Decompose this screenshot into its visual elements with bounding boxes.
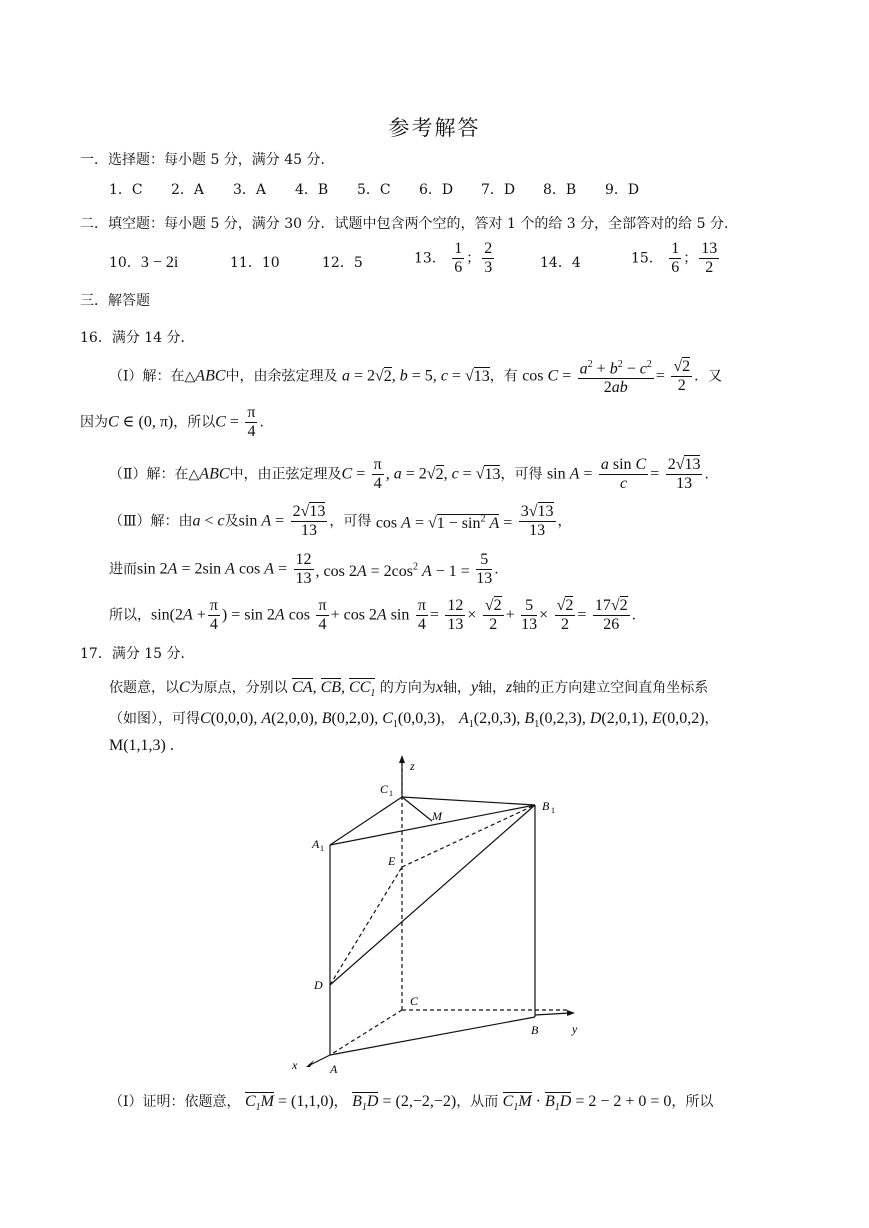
label-b: B — [531, 1023, 539, 1037]
choice-answers — [109, 181, 667, 199]
fill-q15: 15． $\frac{1}{6}$ ； $\frac{13}{2}$ — [631, 240, 718, 276]
p16-part1: （Ⅰ）解：在△ABC中，由余弦定理及 a = 2√2, b = 5, c = √13，有 cos C = $\frac{a^2 + b^2 - c^2}{2ab}$ = $\frac{√2}{2}$ ．又 — [109, 356, 722, 397]
y-axis — [535, 1013, 570, 1015]
p16-part2: （Ⅱ）解：在△ABC中，由正弦定理及C = $\frac{\pi}{4}$ , a = 2√2, c = √13，可得 sin A = $\frac{\text{a sin C}}{c}$ = $\frac{2√13}{13}$ . — [109, 456, 709, 492]
p16-part1-cont: 因为C ∈ (0, π)，所以C = $\frac{\pi}{4}$ . — [80, 404, 264, 440]
p16-part3: （Ⅲ）解：由a < c及sin A = $\frac{2√13}{13}$ ，可得 $\cos A = √1 - \sin^2 A$ = $\frac{3√13}{13}$ ， — [109, 503, 572, 539]
p17-text2: （如图），可得C(0,0,0), A(2,0,0), B(0,2,0), $C_1(0,0,3)$， $A_1(2,0,3)$, $B_1(0,2,3)$, D(2,0,1), E(0,0,2)， — [109, 710, 719, 731]
segment-c1m — [402, 797, 432, 821]
label-a1-sub: 1 — [320, 844, 324, 853]
fill-q13: 13． $\frac{1}{6}$ ； $\frac{2}{3}$ — [414, 240, 493, 276]
choice-answer: 1．C — [109, 182, 143, 198]
label-z: z — [410, 759, 415, 773]
y-arrow-icon — [567, 1010, 575, 1016]
choice-answer: 9．D — [605, 182, 640, 198]
fill-q12: 12．5 — [322, 255, 363, 271]
p17-proof-line: （Ⅰ）证明：依题意， $C_1M = (1,1,0)$， $B_1D = (2,-2,-2)$，从而 $C_1M \cdot B_1D = 2 - 2 + 0 = 0$，所以 — [109, 1093, 714, 1114]
choice-answer: 4．B — [295, 182, 329, 198]
label-a1: A — [312, 837, 320, 851]
p17-head: 17．满分 15 分． — [80, 646, 195, 662]
p17-text1: 依题意，以C为原点，分别以 CA, CB, $CC_1$ 的方向为x轴，y轴，z轴的正方向建立空间直角坐标系 — [109, 679, 709, 700]
choice-answer: 6．D — [419, 182, 454, 198]
x-axis — [310, 1055, 330, 1065]
label-c1: C — [380, 782, 389, 796]
segment-eb1 — [402, 805, 535, 867]
p16-head: 16．满分 14 分． — [80, 330, 195, 346]
fill-q11: 11．10 — [230, 255, 280, 271]
page-title: 参考解答 — [388, 116, 481, 140]
label-x: x — [292, 1058, 298, 1072]
choice-answer: 3．A — [233, 182, 267, 198]
choice-answer: 5．C — [357, 182, 391, 198]
choice-answer: 7．D — [481, 182, 516, 198]
sec2-heading: 二．填空题：每小题 5 分，满分 30 分．试题中包含两个空的，答对 1 个的给 3 分，全部答对的给 5 分． — [80, 216, 738, 232]
p17-text3: M(1,1,3) . — [109, 737, 174, 754]
p16-line1: 进而sin 2A = 2sin A cos A = $\frac{12}{13}$ , $\cos 2A = 2\cos^2$ A − 1 = $\frac{5}{13}$ . — [109, 551, 499, 587]
edge-ab — [330, 1017, 535, 1055]
label-b1-sub: 1 — [551, 806, 555, 815]
label-d: D — [314, 978, 323, 992]
fill-q10: 10．3 − 2i — [109, 254, 179, 271]
label-c: C — [410, 994, 419, 1008]
label-y: y — [572, 1022, 578, 1036]
sec1-heading: 一．选择题：每小题 5 分，满分 45 分． — [80, 152, 335, 168]
segment-b1d — [330, 805, 535, 985]
fill-q14: 14．4 — [540, 255, 581, 271]
segment-de — [330, 867, 402, 985]
z-arrow-icon — [399, 755, 405, 763]
label-a: A — [330, 1062, 338, 1075]
label-b1: B — [542, 799, 550, 813]
p16-line2: 所以，sin(2A + $\frac{\pi}{4}$ ) = sin 2A cos $\frac{\pi}{4}$ + cos 2A sin $\frac{\pi}{4}$ = $\frac{12}{13}$ × $\frac{√2}{2}$ + $\frac{5}{13}$ × $\frac{√2}{2}$ = $\frac{17√2}{26}$ . — [109, 597, 637, 633]
sec3-heading: 三．解答题 — [80, 293, 150, 309]
choice-answer: 2．A — [171, 182, 205, 198]
prism-figure — [280, 755, 590, 1075]
label-e: E — [388, 854, 396, 868]
edge-c1b1 — [402, 797, 535, 805]
label-m: M — [432, 809, 442, 823]
label-c1-sub: 1 — [389, 789, 393, 798]
choice-answer: 8．B — [543, 182, 577, 198]
